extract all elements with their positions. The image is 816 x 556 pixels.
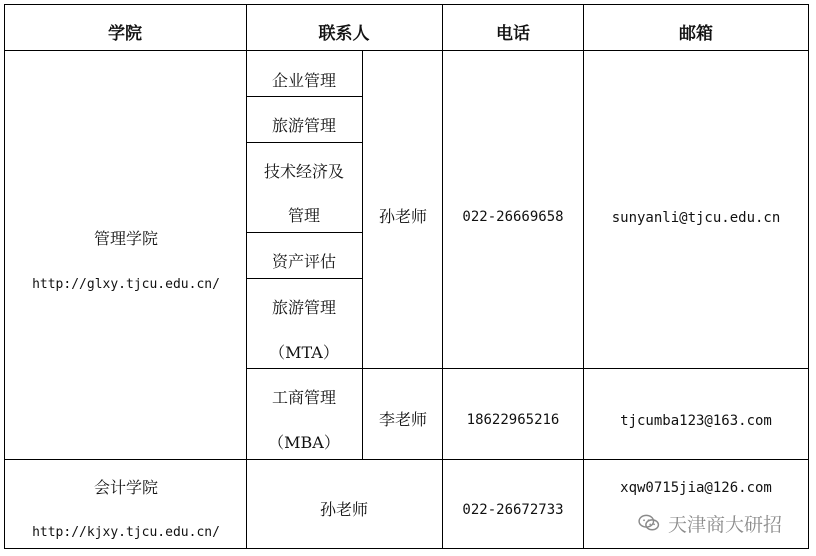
accounting-contact-email[interactable]: xqw0715jia@126.com: [620, 480, 772, 496]
program-tourism-management: 旅游管理: [271, 116, 337, 135]
college-column-border: [246, 4, 247, 549]
mba-contact-email[interactable]: tjcumba123@163.com: [620, 413, 772, 429]
accounting-college-website-link[interactable]: http://kjxy.tjcu.edu.cn/: [32, 525, 220, 540]
program-mta-line2: （MTA）: [269, 343, 339, 362]
mba-contact-teacher: 李老师: [378, 410, 428, 429]
contact-column-border: [442, 4, 443, 549]
table-bottom-border: [4, 548, 809, 549]
accounting-contact-teacher: 孙老师: [319, 500, 369, 519]
header-contact: 联系人: [318, 24, 370, 44]
header-bottom-border: [4, 50, 809, 51]
header-phone: 电话: [496, 24, 530, 44]
program-column-border: [362, 50, 363, 459]
accounting-college-name: 会计学院: [93, 478, 159, 497]
program-mba-line2: （MBA）: [268, 433, 340, 452]
table-right-border: [808, 4, 809, 549]
program-technology-economics-line2: 管理: [287, 206, 321, 225]
wechat-icon: [638, 514, 660, 532]
program-divider-2: [246, 142, 362, 143]
header-college: 学院: [108, 24, 142, 44]
mba-contact-phone: 18622965216: [466, 412, 560, 428]
program-asset-evaluation: 资产评估: [271, 252, 337, 271]
college-website-link[interactable]: http://glxy.tjcu.edu.cn/: [32, 277, 220, 292]
contact-email[interactable]: sunyanli@tjcu.edu.cn: [611, 210, 781, 226]
college-name: 管理学院: [93, 229, 159, 248]
contact-teacher: 孙老师: [378, 207, 428, 226]
table-top-border: [4, 4, 809, 5]
program-divider-4: [246, 278, 362, 279]
contact-phone: 022-26669658: [462, 209, 564, 225]
watermark-text: 天津商大研招: [668, 513, 783, 536]
program-technology-economics-line1: 技术经济及: [263, 162, 345, 181]
program-divider-3: [246, 232, 362, 233]
table-left-border: [4, 4, 5, 549]
program-mta-line1: 旅游管理: [271, 298, 337, 317]
program-divider-1: [246, 96, 362, 97]
header-email: 邮箱: [679, 24, 713, 44]
group-divider: [246, 368, 809, 369]
watermark: [638, 510, 798, 536]
college-divider: [4, 459, 809, 460]
program-enterprise-management: 企业管理: [271, 71, 337, 90]
accounting-contact-phone: 022-26672733: [462, 502, 564, 518]
phone-column-border: [583, 4, 584, 549]
program-mba-line1: 工商管理: [271, 388, 337, 407]
